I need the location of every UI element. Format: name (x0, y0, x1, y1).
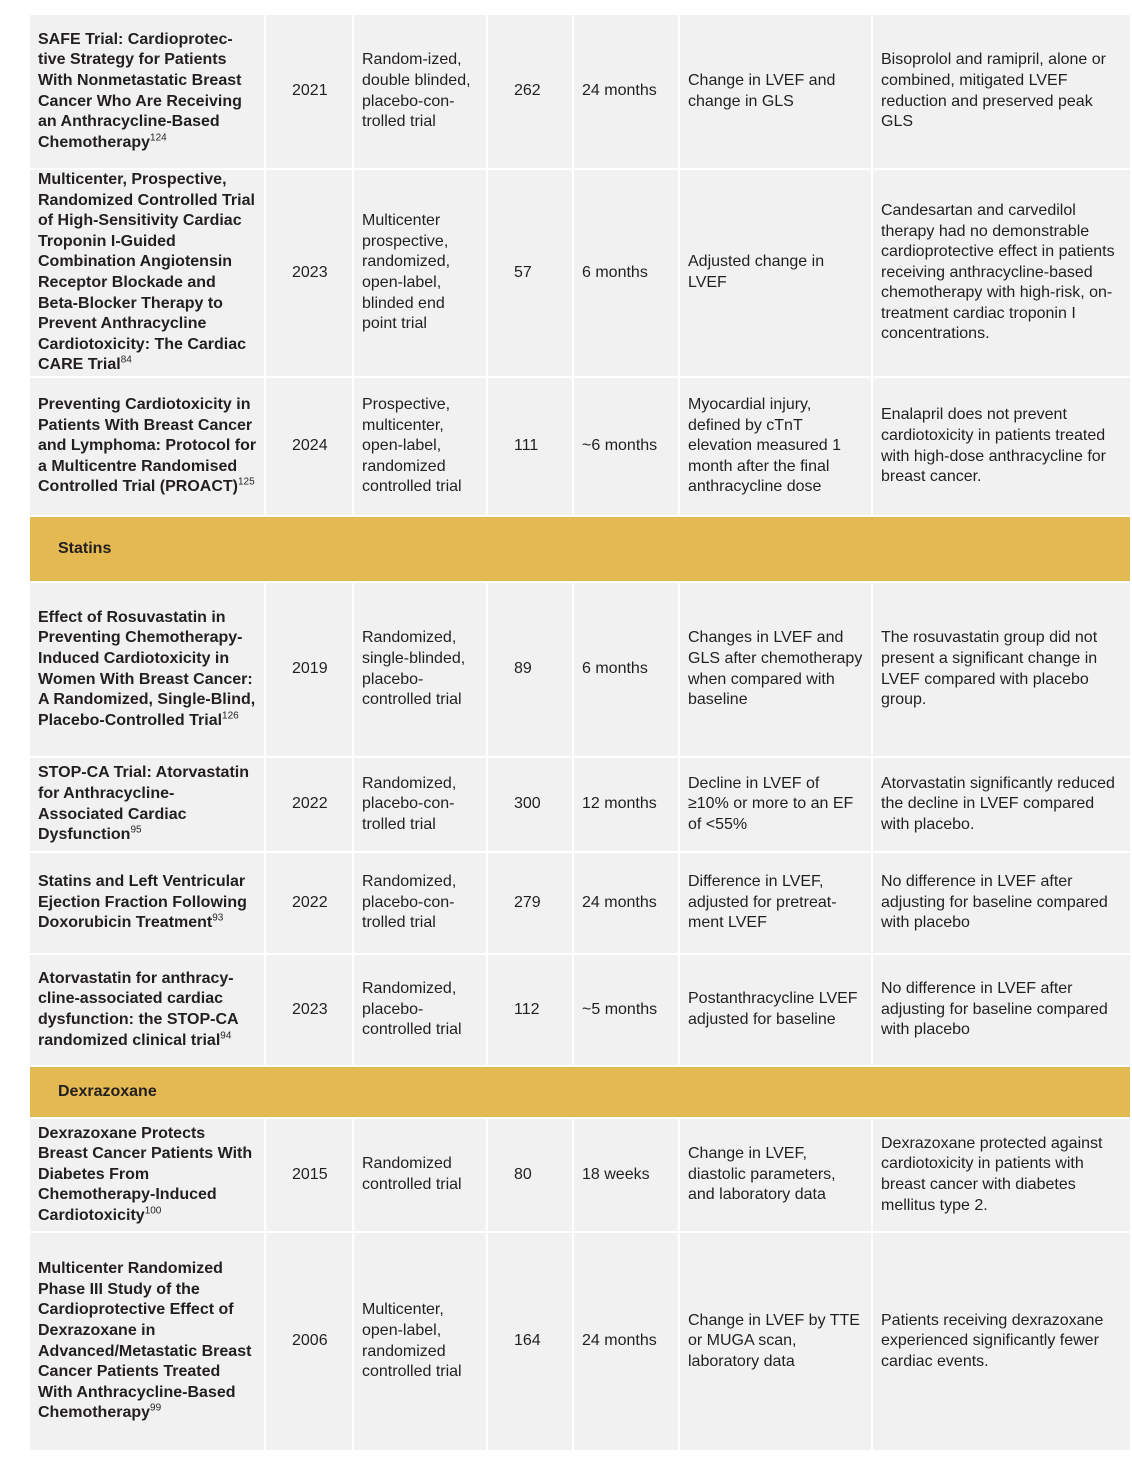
study-design (353, 377, 487, 516)
evidence-table-continued (28, 13, 1130, 1452)
trial-title-text: Effect of Rosuvastatin in Preventing Chemotherapy-Induced Cardiotoxicity in Women With Breast Cancer: A Randomized, Single-Blind, Placebo-Controlled Trial (38, 608, 256, 729)
primary-endpoint (679, 1232, 872, 1451)
follow-up-duration-text: ~5 months (582, 1000, 658, 1018)
trial-title-text: Preventing Cardiotoxicity in Patients With Breast Cancer and Lymphoma: Protocol for a Multicentre Randomised Controlled Trial (PROACT) (38, 396, 257, 496)
key-findings-text: No difference in LVEF after adjusting for baseline compared with placebo (881, 873, 1108, 932)
table-row (29, 14, 1131, 169)
follow-up-duration (573, 1232, 679, 1451)
key-findings (872, 1232, 1131, 1451)
study-design-text: Multicenter, open-label, randomized controlled trial (362, 1301, 462, 1381)
follow-up-duration-text: ~6 months (582, 437, 658, 455)
trial-title (29, 757, 265, 852)
follow-up-duration-text: 24 months (582, 893, 657, 911)
study-design-text: Prospective, multicenter, open-label, randomized controlled trial (362, 396, 462, 496)
reference-number: 100 (144, 1205, 162, 1217)
key-findings-text: Patients receiving dexrazoxane experienced significantly fewer cardiac events. (881, 1311, 1104, 1370)
primary-endpoint (679, 14, 872, 169)
key-findings (872, 14, 1131, 169)
primary-endpoint (679, 169, 872, 377)
primary-endpoint (679, 377, 872, 516)
primary-endpoint (679, 582, 872, 757)
sample-size (487, 14, 573, 169)
trial-year (265, 1232, 353, 1451)
trial-year-text: 2024 (292, 437, 328, 455)
trial-year-text: 2023 (292, 1000, 328, 1018)
study-design (353, 14, 487, 169)
trial-title (29, 169, 265, 377)
sample-size (487, 852, 573, 954)
primary-endpoint-text: Change in LVEF, diastolic parameters, and laboratory data (688, 1145, 836, 1204)
sample-size-text: 164 (514, 1332, 541, 1350)
sample-size (487, 757, 573, 852)
study-design-text: Random-ized, double blinded, placebo-con-trolled trial (362, 51, 471, 131)
table-row (29, 582, 1131, 757)
reference-number: 95 (130, 824, 142, 836)
primary-endpoint-text: Postanthracycline LVEF adjusted for baseline (688, 990, 858, 1028)
key-findings-text: Dexrazoxane protected against cardiotoxicity in patients with breast cancer with diabetes mellitus type 2. (881, 1134, 1103, 1214)
trial-year-text: 2006 (292, 1332, 328, 1350)
trial-year (265, 757, 353, 852)
trial-year-text: 2019 (292, 660, 328, 678)
trial-title (29, 852, 265, 954)
trial-title (29, 582, 265, 757)
study-design (353, 1232, 487, 1451)
reference-number: 125 (238, 477, 255, 489)
section-header-text: Dexrazoxane (58, 1082, 157, 1100)
reference-number: 94 (220, 1030, 232, 1042)
key-findings-text: Candesartan and carvedilol therapy had no demonstrable cardioprotective effect in patients receiving anthracycline-based chemotherapy with high-risk, on-treatment cardiac troponin I concentrations. (881, 201, 1115, 343)
trial-title-text: Dexrazoxane Protects Breast Cancer Patients With Diabetes From Chemotherapy-Induced Cardiotoxicity (38, 1124, 253, 1224)
trial-year-text: 2015 (292, 1165, 328, 1183)
sample-size (487, 582, 573, 757)
primary-endpoint (679, 1118, 872, 1232)
table-row (29, 852, 1131, 954)
key-findings-text: No difference in LVEF after adjusting for baseline compared with placebo (881, 980, 1108, 1039)
sample-size (487, 1232, 573, 1451)
trial-title (29, 954, 265, 1066)
section-header (29, 516, 1131, 582)
trials-table (28, 13, 1132, 1452)
study-design-text: Randomized, placebo-controlled trial (362, 980, 462, 1039)
study-design-text: Multicenter prospective, randomized, open-label, blinded end point trial (362, 212, 451, 333)
sample-size-text: 80 (514, 1165, 532, 1183)
follow-up-duration (573, 169, 679, 377)
table-row (29, 1232, 1131, 1451)
trial-year (265, 582, 353, 757)
reference-number: 84 (120, 355, 132, 367)
sample-size-text: 300 (514, 795, 541, 813)
sample-size-text: 112 (514, 1000, 540, 1018)
follow-up-duration (573, 954, 679, 1066)
key-findings (872, 377, 1131, 516)
key-findings (872, 954, 1131, 1066)
key-findings (872, 169, 1131, 377)
primary-endpoint-text: Changes in LVEF and GLS after chemotherapy when compared with baseline (688, 629, 863, 709)
sample-size-text: 57 (514, 263, 532, 281)
key-findings (872, 757, 1131, 852)
key-findings (872, 582, 1131, 757)
follow-up-duration-text: 12 months (582, 795, 657, 813)
study-design-text: Randomized controlled trial (362, 1155, 462, 1193)
primary-endpoint-text: Change in LVEF by TTE or MUGA scan, laboratory data (688, 1311, 860, 1370)
section-header-row (29, 516, 1131, 582)
section-header (29, 1066, 1131, 1118)
trial-year (265, 377, 353, 516)
trial-title-text: Statins and Left Ventricular Ejection Fraction Following Doxorubicin Treatment (38, 873, 247, 932)
study-design-text: Randomized, placebo-con-trolled trial (362, 774, 457, 833)
sample-size-text: 279 (514, 893, 541, 911)
key-findings-text: Atorvastatin significantly reduced the decline in LVEF compared with placebo. (881, 774, 1115, 833)
table-row (29, 1118, 1131, 1232)
follow-up-duration-text: 6 months (582, 660, 648, 678)
trial-title (29, 14, 265, 169)
section-header-text: Statins (58, 539, 112, 557)
sample-size (487, 169, 573, 377)
trial-title-text: Multicenter, Prospective, Randomized Controlled Trial of High-Sensitivity Cardiac Troponin I-Guided Combination Angiotensin Receptor Blockade and Beta-Blocker Therapy to Prevent Anthracycline Cardiotoxicity: The Cardiac CARE Trial (38, 171, 255, 374)
follow-up-duration (573, 582, 679, 757)
trial-year (265, 14, 353, 169)
follow-up-duration-text: 18 weeks (582, 1165, 650, 1183)
study-design (353, 757, 487, 852)
follow-up-duration (573, 14, 679, 169)
section-header-row (29, 1066, 1131, 1118)
sample-size-text: 111 (514, 437, 539, 455)
trial-year-text: 2022 (292, 795, 328, 813)
study-design-text: Randomized, placebo-con-trolled trial (362, 873, 457, 932)
study-design (353, 169, 487, 377)
trial-year-text: 2021 (292, 82, 328, 100)
study-design (353, 1118, 487, 1232)
follow-up-duration-text: 24 months (582, 1332, 657, 1350)
trial-year (265, 954, 353, 1066)
key-findings-text: Bisoprolol and ramipril, alone or combined, mitigated LVEF reduction and preserved peak GLS (881, 51, 1106, 131)
follow-up-duration (573, 757, 679, 852)
primary-endpoint-text: Myocardial injury, defined by cTnT elevation measured 1 month after the final anthracycline dose (688, 396, 841, 496)
study-design (353, 582, 487, 757)
study-design-text: Randomized, single-blinded, placebo-controlled trial (362, 629, 466, 709)
key-findings-text: Enalapril does not prevent cardiotoxicity in patients treated with high-dose anthracycline for breast cancer. (881, 406, 1107, 486)
reference-number: 124 (150, 132, 167, 144)
reference-number: 93 (212, 912, 224, 924)
follow-up-duration-text: 6 months (582, 263, 648, 281)
trial-title-text: Atorvastatin for anthracy-cline-associated cardiac dysfunction: the STOP-CA randomized clinical trial (38, 969, 238, 1049)
table-row (29, 169, 1131, 377)
primary-endpoint (679, 852, 872, 954)
trial-year (265, 852, 353, 954)
trial-title-text: Multicenter Randomized Phase III Study of the Cardioprotective Effect of Dexrazoxane in Advanced/Metastatic Breast Cancer Patients Treated With Anthracycline-Based Chemotherapy (38, 1260, 252, 1422)
sample-size (487, 1118, 573, 1232)
trial-year-text: 2023 (292, 263, 328, 281)
primary-endpoint (679, 757, 872, 852)
key-findings (872, 1118, 1131, 1232)
trial-year (265, 1118, 353, 1232)
trial-title-text: SAFE Trial: Cardioprotec-tive Strategy for Patients With Nonmetastatic Breast Cancer Who Are Receiving an Anthracycline-Based Chemotherapy (38, 30, 242, 151)
follow-up-duration (573, 1118, 679, 1232)
follow-up-duration (573, 377, 679, 516)
trial-year-text: 2022 (292, 893, 328, 911)
sample-size-text: 262 (514, 82, 541, 100)
key-findings (872, 852, 1131, 954)
trial-year (265, 169, 353, 377)
follow-up-duration (573, 852, 679, 954)
trial-title-text: STOP-CA Trial: Atorvastatin for Anthracycline-Associated Cardiac Dysfunction (38, 764, 249, 844)
primary-endpoint-text: Difference in LVEF, adjusted for pretreat-ment LVEF (688, 873, 837, 932)
sample-size (487, 377, 573, 516)
follow-up-duration-text: 24 months (582, 82, 657, 100)
study-design (353, 954, 487, 1066)
primary-endpoint (679, 954, 872, 1066)
primary-endpoint-text: Change in LVEF and change in GLS (688, 71, 836, 110)
table-row (29, 757, 1131, 852)
trial-title (29, 1118, 265, 1232)
table-row (29, 954, 1131, 1066)
sample-size-text: 89 (514, 660, 532, 678)
trial-title (29, 1232, 265, 1451)
study-design (353, 852, 487, 954)
key-findings-text: The rosuvastatin group did not present a significant change in LVEF compared with placebo group. (881, 629, 1098, 709)
sample-size (487, 954, 573, 1066)
reference-number: 99 (150, 1402, 162, 1414)
table-row (29, 377, 1131, 516)
trial-title (29, 377, 265, 516)
reference-number: 126 (222, 710, 239, 722)
primary-endpoint-text: Adjusted change in LVEF (688, 253, 825, 291)
primary-endpoint-text: Decline in LVEF of ≥10% or more to an EF of <55% (688, 774, 854, 833)
